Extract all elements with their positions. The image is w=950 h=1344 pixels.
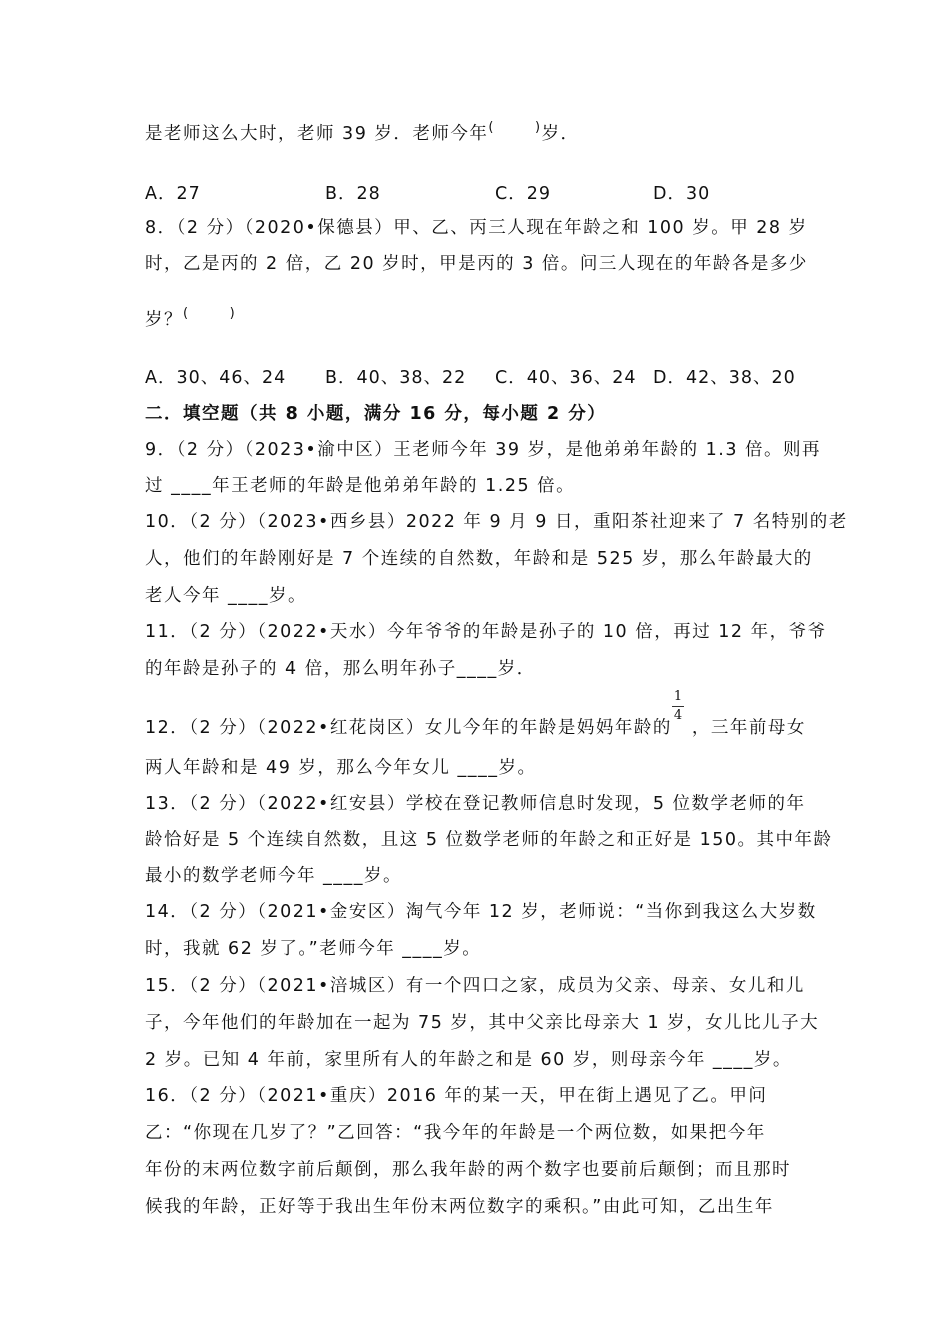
- q8-line-2: 时，乙是丙的 2 倍，乙 20 岁时，甲是丙的 3 倍。问三人现在的年龄各是多少: [145, 254, 808, 274]
- q8-line-3: [145, 306, 236, 331]
- q8-option-b: B．40、38、22: [325, 368, 467, 388]
- q12-fraction-numerator: 1: [673, 689, 683, 704]
- q12-fraction-bar: [672, 706, 684, 707]
- q12-line-1: [145, 714, 806, 739]
- q7-paren-close: ): [534, 120, 542, 135]
- q10-line-2: 人，他们的年龄刚好是 7 个连续的自然数，年龄和是 525 岁，那么年龄最大的: [145, 549, 813, 569]
- q16-line-1: 16．（2 分）（2021•重庆）2016 年的某一天，甲在街上遇见了乙。甲问: [145, 1086, 768, 1106]
- q12-fraction: [670, 690, 686, 723]
- q16-line-2: 乙：“你现在几岁了？”乙回答：“我今年的年龄是一个两位数，如果把今年: [145, 1123, 766, 1143]
- q15-line-3: 2 岁。已知 4 年前，家里所有人的年龄之和是 60 岁，则母亲今年 ____岁。: [145, 1050, 792, 1070]
- q8-paren-close: ): [229, 306, 237, 321]
- q16-line-4: 候我的年龄，正好等于我出生年份末两位数字的乘积。”由此可知，乙出生年: [145, 1197, 774, 1217]
- q13-line-1: 13．（2 分）（2022•红安县）学校在登记教师信息时发现，5 位数学老师的年: [145, 794, 806, 814]
- q9-line-1: 9．（2 分）（2023•渝中区）王老师今年 39 岁，是他弟弟年龄的 1.3 倍。则再: [145, 440, 822, 460]
- q10-line-3: 老人今年 ____岁。: [145, 586, 308, 606]
- section-heading: 二．填空题（共 8 小题，满分 16 分，每小题 2 分）: [145, 404, 607, 424]
- q15-line-2: 子，今年他们的年龄加在一起为 75 岁，其中父亲比母亲大 1 岁，女儿比儿子大: [145, 1013, 820, 1033]
- q12-line-2: 两人年龄和是 49 岁，那么今年女儿 ____岁。: [145, 758, 537, 778]
- q12-fraction-denominator: 4: [673, 708, 683, 723]
- q14-line-1: 14．（2 分）（2021•金安区）淘气今年 12 岁，老师说：“当你到我这么大岁数: [145, 902, 817, 922]
- q14-line-2: 时，我就 62 岁了。”老师今年 ____岁。: [145, 939, 482, 959]
- q10-line-1: 10．（2 分）（2023•西乡县）2022 年 9 月 9 日，重阳茶社迎来了 7 名特别的老: [145, 512, 848, 532]
- q11-line-2: 的年龄是孙子的 4 倍，那么明年孙子____岁．: [145, 659, 536, 679]
- q13-line-3: 最小的数学老师今年 ____岁。: [145, 866, 403, 886]
- q7-text: 是老师这么大时，老师 39 岁．老师今年: [145, 124, 489, 144]
- q7-tail: 岁．: [541, 124, 580, 144]
- q8-option-a: A．30、46、24: [145, 368, 287, 388]
- q11-line-1: 11．（2 分）（2022•天水）今年爷爷的年龄是孙子的 10 倍，再过 12 年，爷爷: [145, 622, 827, 642]
- q8-paren-open: (: [183, 306, 190, 321]
- q13-line-2: 龄恰好是 5 个连续自然数，且这 5 位数学老师的年龄之和正好是 150。其中年龄: [145, 830, 833, 850]
- q12-text-b: ，三年前母女: [691, 718, 806, 738]
- q8-option-d: D．42、38、20: [653, 368, 796, 388]
- q8-text: 岁？: [145, 310, 183, 330]
- q7-option-c: C．29: [495, 184, 551, 204]
- q12-text-a: 12．（2 分）（2022•红花岗区）女儿今年的年龄是妈妈年龄的: [145, 718, 672, 738]
- q8-line-1: 8．（2 分）（2020•保德县）甲、乙、丙三人现在年龄之和 100 岁。甲 28 岁: [145, 218, 808, 238]
- q7-option-a: A．27: [145, 184, 201, 204]
- q8-option-c: C．40、36、24: [495, 368, 637, 388]
- q9-line-2: 过 ____年王老师的年龄是他弟弟年龄的 1.25 倍。: [145, 476, 576, 496]
- q15-line-1: 15．（2 分）（2021•涪城区）有一个四口之家，成员为父亲、母亲、女儿和儿: [145, 976, 805, 996]
- q7-option-d: D．30: [653, 184, 711, 204]
- q7-paren-open: (: [488, 120, 495, 135]
- q7-line: [145, 120, 580, 145]
- q7-option-b: B．28: [325, 184, 381, 204]
- q16-line-3: 年份的末两位数字前后颠倒，那么我年龄的两个数字也要前后颠倒；而且那时: [145, 1160, 791, 1180]
